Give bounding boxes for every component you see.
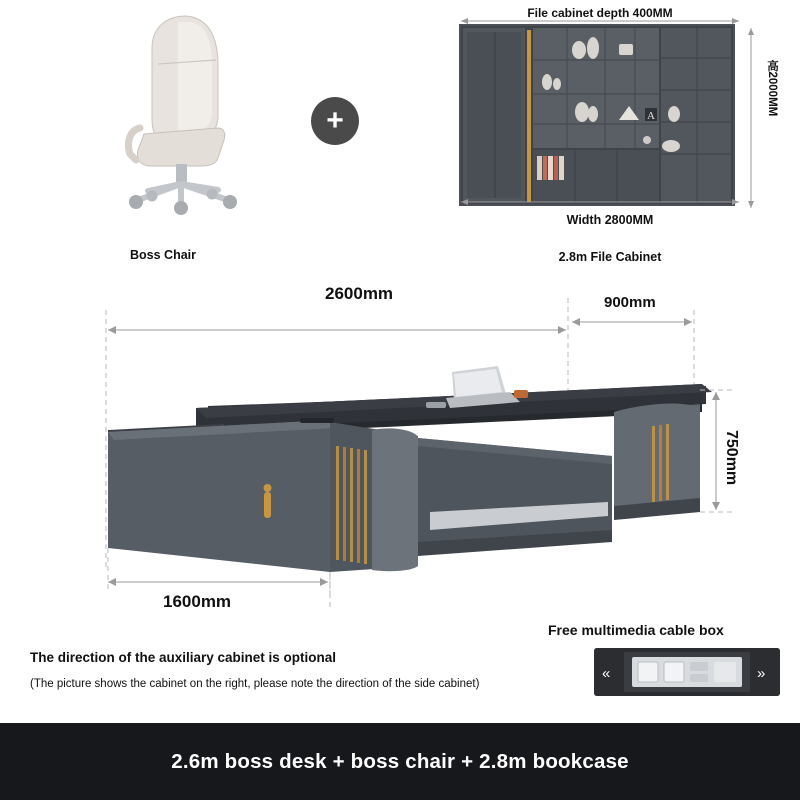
desk-height-label: 750mm [723, 430, 740, 486]
svg-text:»: » [757, 665, 766, 682]
file-cabinet-image [459, 24, 735, 210]
desk-depth-label: 900mm [604, 294, 656, 311]
cabinet-width-dimension-line [455, 196, 745, 208]
auxiliary-cabinet-subnote: (The picture shows the cabinet on the right, please note the direction of the side cabinet) [30, 678, 480, 690]
cabinet-height-dimension-line [744, 24, 758, 214]
boss-chair-label: Boss Chair [130, 248, 196, 262]
file-cabinet-label: 2.8m File Cabinet [558, 250, 662, 264]
plus-icon: + [311, 97, 359, 145]
svg-text:A: A [647, 110, 655, 122]
desk-length-label: 2600mm [325, 284, 394, 303]
desk-side-length-label: 1600mm [163, 592, 232, 611]
cabinet-depth-label: File cabinet depth 400MM [527, 6, 673, 20]
boss-desk-image [0, 280, 800, 660]
boss-chair-image [78, 8, 248, 218]
cable-box-title: Free multimedia cable box [548, 622, 724, 638]
auxiliary-cabinet-note: The direction of the auxiliary cabinet is optional [30, 650, 337, 665]
footer-bar [0, 723, 800, 800]
cable-box-image [594, 648, 780, 696]
cabinet-width-label: Width 2800MM [566, 213, 654, 227]
svg-text:«: « [602, 665, 611, 682]
cabinet-height-label: 高2000MM [766, 60, 778, 117]
footer-title: 2.6m boss desk + boss chair + 2.8m bookcase [171, 749, 629, 773]
